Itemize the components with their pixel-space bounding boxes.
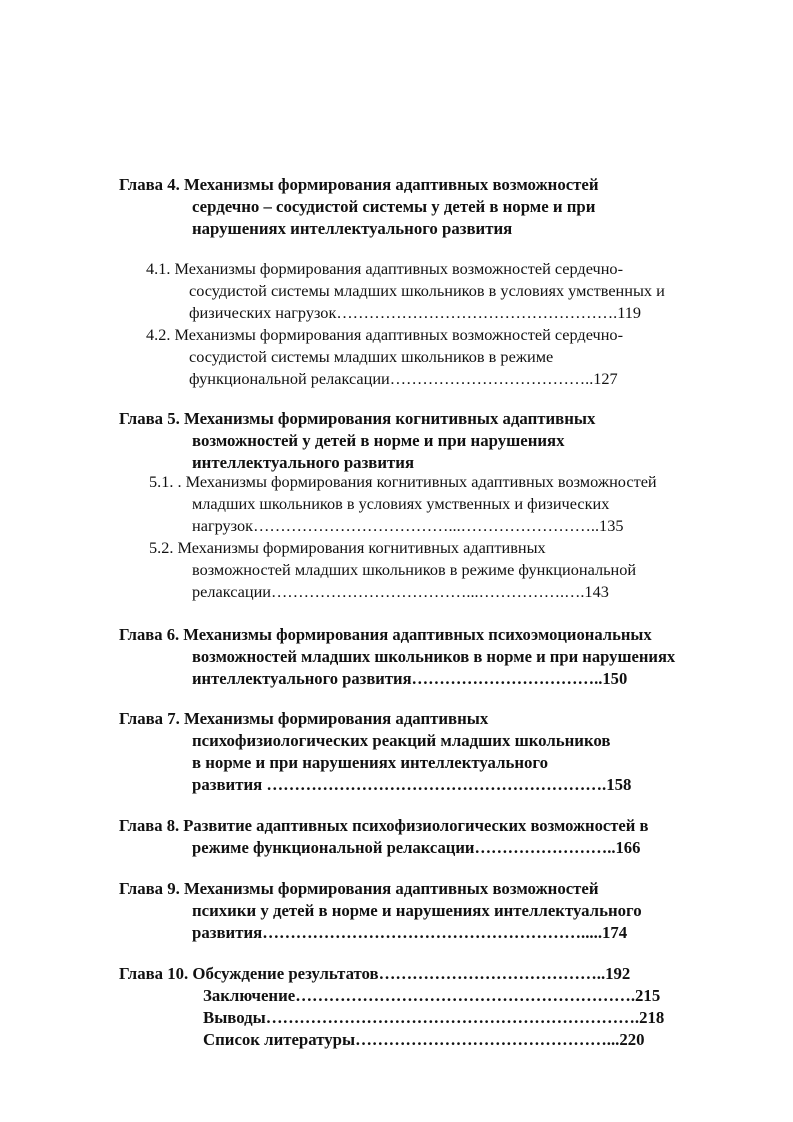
chapter-5-heading-line-1: Глава 5. Механизмы формирования когнитивных адаптивных (119, 409, 596, 428)
chapter-4-heading-line-3: нарушениях интеллектуального развития (192, 219, 513, 238)
section-5-1-line-1: 5.1. . Механизмы формирования когнитивных адаптивных возможностей (149, 472, 657, 491)
chapter-9-heading-line-2: психики у детей в норме и нарушениях интеллектуального (192, 901, 642, 920)
references-entry: Список литературы………………………………………...220 (203, 1030, 645, 1049)
section-4-2-line-1: 4.2. Механизмы формирования адаптивных возможностей сердечно- (146, 325, 623, 344)
chapter-4-heading-line-2: сердечно – сосудистой системы у детей в норме и при (192, 197, 596, 216)
section-5-2-line-2: возможностей младших школьников в режиме функциональной (192, 560, 637, 579)
findings-entry: Выводы………………………………………………………….218 (203, 1008, 665, 1027)
section-5-1-line-2: младших школьников в условиях умственных и физических (192, 494, 610, 513)
section-4-1-line-1: 4.1. Механизмы формирования адаптивных возможностей сердечно- (146, 259, 623, 278)
chapter-7-heading-line-4: развития …………………………………………………….158 (192, 775, 632, 794)
chapter-7-heading-line-1: Глава 7. Механизмы формирования адаптивных (119, 709, 489, 728)
chapter-6-heading-line-3: интеллектуального развития……………………………..150 (192, 669, 628, 688)
chapter-9-heading-line-1: Глава 9. Механизмы формирования адаптивных возможностей (119, 879, 599, 898)
section-5-2-line-3: релаксации………………………………...…………….….143 (192, 582, 609, 601)
chapter-7-heading-line-3: в норме и при нарушениях интеллектуального (192, 753, 549, 772)
chapter-4-heading-line-1: Глава 4. Механизмы формирования адаптивных возможностей (119, 175, 599, 194)
chapter-5-heading-line-3: интеллектуального развития (192, 453, 415, 472)
chapter-6-heading-line-1: Глава 6. Механизмы формирования адаптивных психоэмоциональных (119, 625, 652, 644)
chapter-6-heading-line-2: возможностей младших школьников в норме и при нарушениях (192, 647, 676, 666)
conclusion-entry: Заключение…………………………………………………….215 (203, 986, 661, 1005)
chapter-8-heading-line-2: режиме функциональной релаксации……………………..166 (192, 838, 641, 857)
chapter-10-heading: Глава 10. Обсуждение результатов…………………………………..192 (119, 964, 631, 983)
section-5-1-line-3: нагрузок………………………………...……………………..135 (192, 516, 624, 535)
chapter-5-heading-line-2: возможностей у детей в норме и при нарушениях (192, 431, 565, 450)
section-5-2-line-1: 5.2. Механизмы формирования когнитивных адаптивных (149, 538, 546, 557)
section-4-1-line-2: сосудистой системы младших школьников в условиях умственных и (189, 281, 665, 300)
chapter-9-heading-line-3: развития………………………………………………….....174 (192, 923, 628, 942)
chapter-8-heading-line-1: Глава 8. Развитие адаптивных психофизиологических возможностей в (119, 816, 649, 835)
section-4-2-line-2: сосудистой системы младших школьников в режиме (189, 347, 554, 366)
section-4-1-line-3: физических нагрузок…………………………………………….119 (189, 303, 642, 322)
section-4-2-line-3: функциональной релаксации………………………………..127 (189, 369, 618, 388)
chapter-7-heading-line-2: психофизиологических реакций младших школьников (192, 731, 611, 750)
